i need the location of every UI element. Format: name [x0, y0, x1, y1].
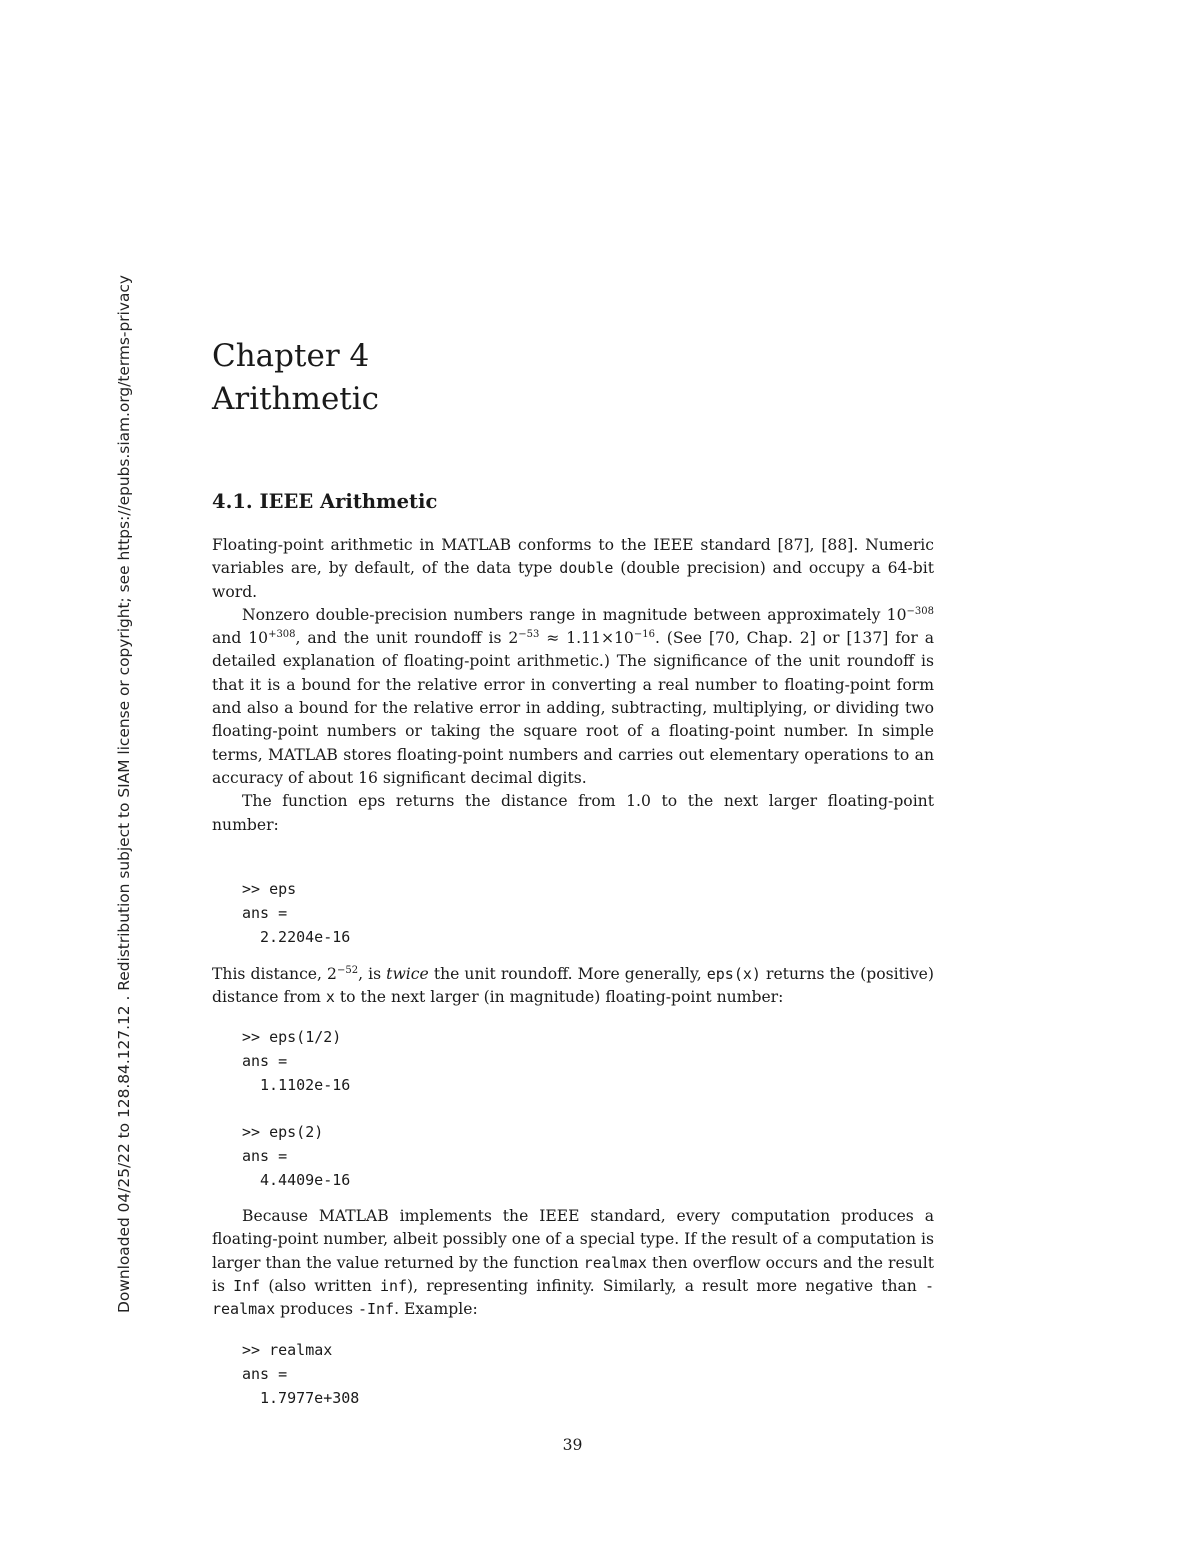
code-block-eps-2: >> eps(2) ans = 4.4409e-16	[242, 1123, 351, 1189]
code-block-realmax: >> realmax ans = 1.7977e+308	[242, 1341, 360, 1407]
body-block-1	[212, 534, 934, 837]
paragraph-4: This distance, $2^{-52}$, is twice the unit roundoff. More generally, eps(x) returns the (positive) distance from x to the next larger (in magnitude) floating-point number:	[212, 965, 934, 1007]
code-block-eps-half: >> eps(1/2) ans = 1.1102e-16	[242, 1028, 351, 1094]
paragraph-5: Because MATLAB implements the IEEE standard, every computation produces a floating-point number, albeit possibly one of a special type. If the result of a computation is larger than the value returned by the function realmax then overflow occurs and the result is Inf (also written inf), representing infinity. Similarly, a result more negative than -realmax produces -Inf. Example:	[212, 1207, 934, 1319]
paragraph-1: Floating-point arithmetic in MATLAB conforms to the IEEE standard [87], [88]. Numeric variables are, by default, of the data type double (double precision) and occupy a 64-bit word.	[212, 536, 934, 601]
chapter-title: Arithmetic	[212, 381, 380, 417]
body-block-2	[212, 963, 934, 1010]
section-heading: 4.1. IEEE Arithmetic	[212, 490, 438, 513]
download-notice: Downloaded 04/25/22 to 128.84.127.12 . Redistribution subject to SIAM license or copyright; see https://epubs.siam.org/terms-privacy	[115, 275, 133, 1313]
paragraph-2: Nonzero double-precision numbers range in magnitude between approximately $10^{-308}$ and $10^{+308}$, and the unit roundoff is $2^{-53} \approx 1.11\times 10^{-16}$. (See [70, Chap. 2] or [137] for a detailed explanation of floating-point arithmetic.) The significance of the unit roundoff is that it is a bound for the relative error in converting a real number to floating-point form and also a bound for the relative error in adding, subtracting, multiplying, or dividing two floating-point numbers or taking the square root of a floating-point number. In simple terms, MATLAB stores floating-point numbers and carries out elementary operations to an accuracy of about 16 significant decimal digits.	[212, 605, 935, 787]
code-block-eps: >> eps ans = 2.2204e-16	[242, 880, 351, 946]
chapter-label: Chapter 4	[212, 338, 370, 374]
body-block-3	[212, 1205, 934, 1321]
page-number: 39	[562, 1436, 583, 1454]
paragraph-3: The function eps returns the distance from 1.0 to the next larger floating-point number:	[212, 792, 934, 834]
